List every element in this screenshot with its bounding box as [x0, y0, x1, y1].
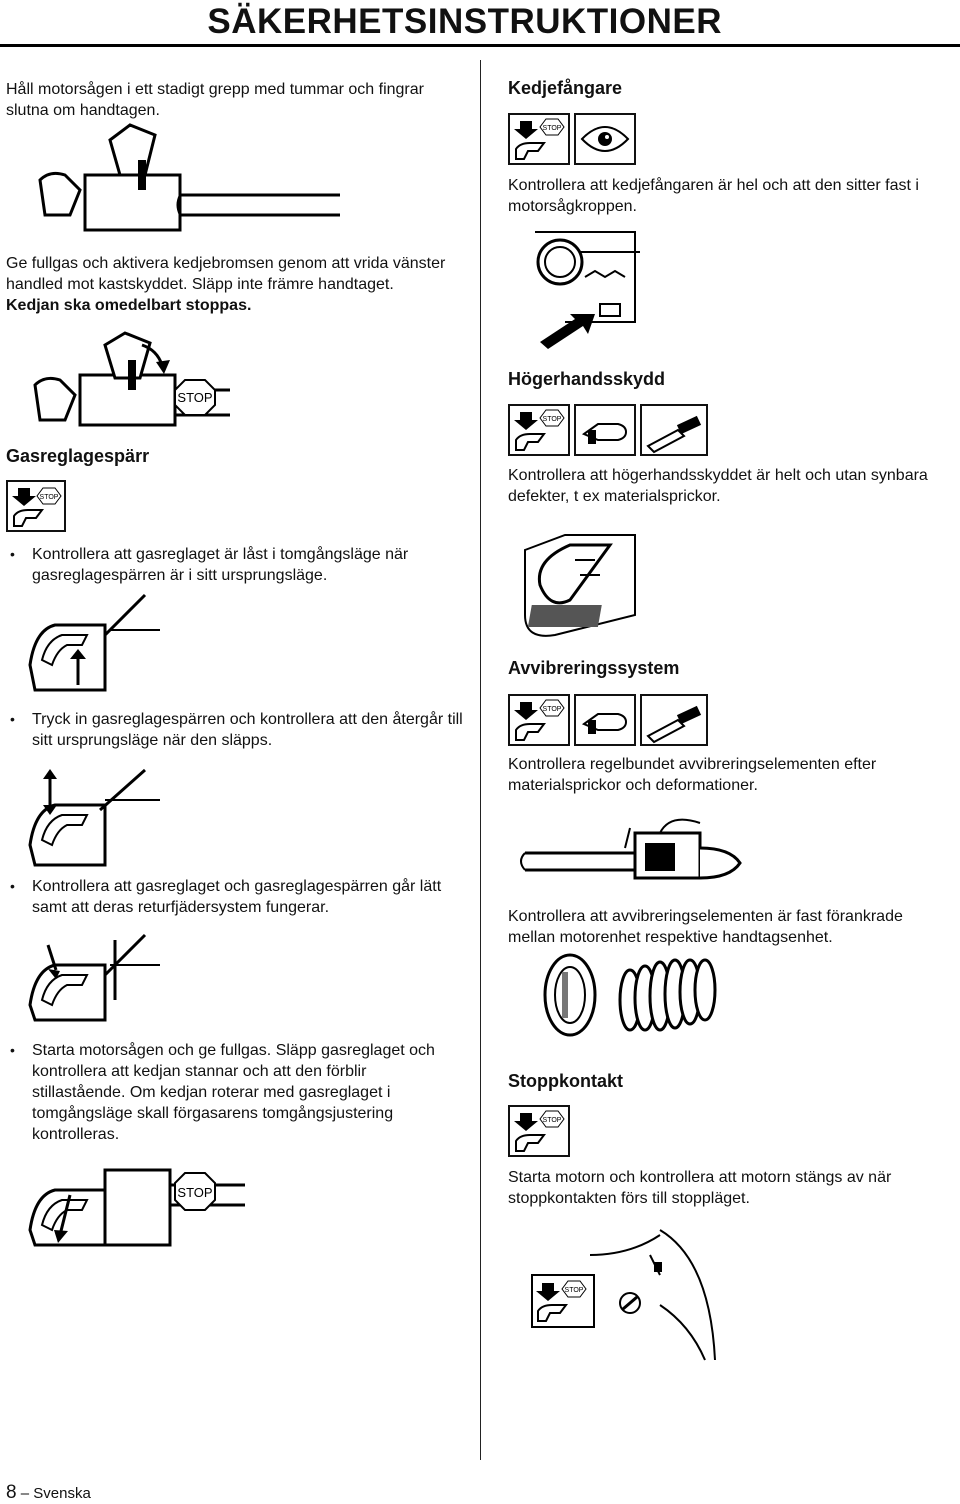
chain-brake-emphasis: Kedjan ska omedelbart stoppas.	[6, 297, 252, 314]
anti-vibration-heading: Avvibreringssystem	[508, 658, 680, 678]
vib-file-icon-box	[640, 694, 708, 746]
gas-lock-check-3: • Kontrollera att gasreglaget och gasreglagespärren går lätt samt att deras returfjädersystem fungerar.	[32, 876, 472, 918]
gas-lock-heading: Gasreglagespärr	[6, 446, 150, 466]
page-footer	[6, 1482, 91, 1504]
vib-stop-label: STOP	[542, 706, 562, 713]
right-hand-guard-heading: Högerhandsskydd	[508, 369, 666, 389]
guard-stop-label: STOP	[542, 416, 562, 423]
chain-brake-text: Ge fullgas och aktivera kedjebromsen genom att vrida vänster handled mot kastskyddet. Släpp inte främre handtaget.	[6, 255, 446, 293]
chain-catcher-illustration	[520, 222, 650, 352]
footer-dash: –	[20, 1485, 30, 1502]
gas-lock-check-1: • Kontrollera att gasreglaget är låst i tomgångsläge när gasreglagespärren är i sitt ursprungsläge.	[32, 544, 462, 586]
stop-switch-stop-label: STOP	[542, 1117, 562, 1124]
stop-switch-heading: Stoppkontakt	[508, 1071, 623, 1091]
gas-lock-check-4: • Starta motorsågen och ge fullgas. Släpp gasreglaget och kontrollera att kedjan stannar och att den förblir stillastående. Om kedjan roterar med gasreglaget i tomgångsläge skall förgasarens tomgångsjustering kontrolleras.	[32, 1040, 462, 1145]
stop-engine-icon	[510, 406, 568, 454]
glove-icon	[576, 406, 634, 454]
gas-lock-icon	[8, 482, 64, 530]
chain-catcher-icon-box	[508, 113, 570, 165]
right-hand-guard-illustration	[520, 530, 640, 640]
inspect-icon-box	[574, 113, 636, 165]
stop-sign-text: STOP	[177, 390, 213, 405]
stop-switch-text: Starta motorn och kontrollera att motorn stängs av när stoppkontakten förs till stoppläget.	[508, 1169, 892, 1207]
vib-glove-icon-box	[574, 694, 636, 746]
footer-language: Svenska	[33, 1485, 91, 1502]
page-title: SÄKERHETSINSTRUKTIONER	[207, 2, 722, 41]
glove-icon-box	[574, 404, 636, 456]
gas-lock-icon-box	[6, 480, 66, 532]
stop-engine-icon	[510, 1107, 568, 1155]
gas-lock-check-2: • Tryck in gasreglagespärren och kontrollera att den återgår till sitt ursprungsläge när den släpps.	[32, 709, 472, 751]
full-throttle-stop-label: STOP	[177, 1185, 213, 1200]
stop-switch-illustration-label: STOP	[564, 1287, 584, 1294]
stop-engine-icon	[510, 115, 568, 163]
chain-brake-instruction	[6, 253, 446, 316]
anti-vibration-illustration	[520, 808, 760, 888]
grip-instruction: Håll motorsågen i ett stadigt grepp med tummar och fingrar slutna om handtagen.	[6, 81, 424, 119]
eye-icon	[576, 115, 634, 163]
guard-stop-icon-box	[508, 404, 570, 456]
anti-vibration-text-1: Kontrollera regelbundet avvibreringselementen efter materialsprickor och deformationer.	[508, 756, 877, 794]
anti-vibration-text-2: Kontrollera att avvibreringselementen är fast förankrade mellan motorenhet respektive handtagsenhet.	[508, 908, 903, 946]
chainsaw-grip-illustration	[30, 120, 230, 240]
file-tool-icon	[642, 696, 706, 744]
column-divider	[480, 60, 481, 1460]
file-tool-icon	[642, 406, 706, 454]
gas-lock-illustration-3	[30, 935, 160, 1025]
full-throttle-illustration	[30, 1165, 250, 1255]
right-hand-guard-text: Kontrollera att högerhandsskyddet är helt och utan synbara defekter, t ex materialsprickor.	[508, 467, 928, 505]
chain-catcher-heading: Kedjefångare	[508, 78, 623, 98]
stop-engine-icon	[510, 696, 568, 744]
page-number: 8	[6, 1482, 17, 1503]
chain-catcher-text: Kontrollera att kedjefångaren är hel och att den sitter fast i motorsågkroppen.	[508, 177, 919, 215]
stop-switch-icon-box	[508, 1105, 570, 1157]
vib-stop-icon-box	[508, 694, 570, 746]
chain-brake-illustration	[30, 330, 240, 430]
title-rule	[0, 44, 960, 47]
chain-catcher-stop-label: STOP	[542, 125, 562, 132]
stop-switch-illustration	[530, 1225, 730, 1365]
gas-lock-illustration-2	[30, 765, 160, 865]
glove-icon	[576, 696, 634, 744]
vibration-damper-illustration	[535, 950, 735, 1045]
gas-lock-illustration-1	[30, 595, 160, 690]
file-icon-box	[640, 404, 708, 456]
gas-lock-stop-label: STOP	[39, 494, 59, 501]
